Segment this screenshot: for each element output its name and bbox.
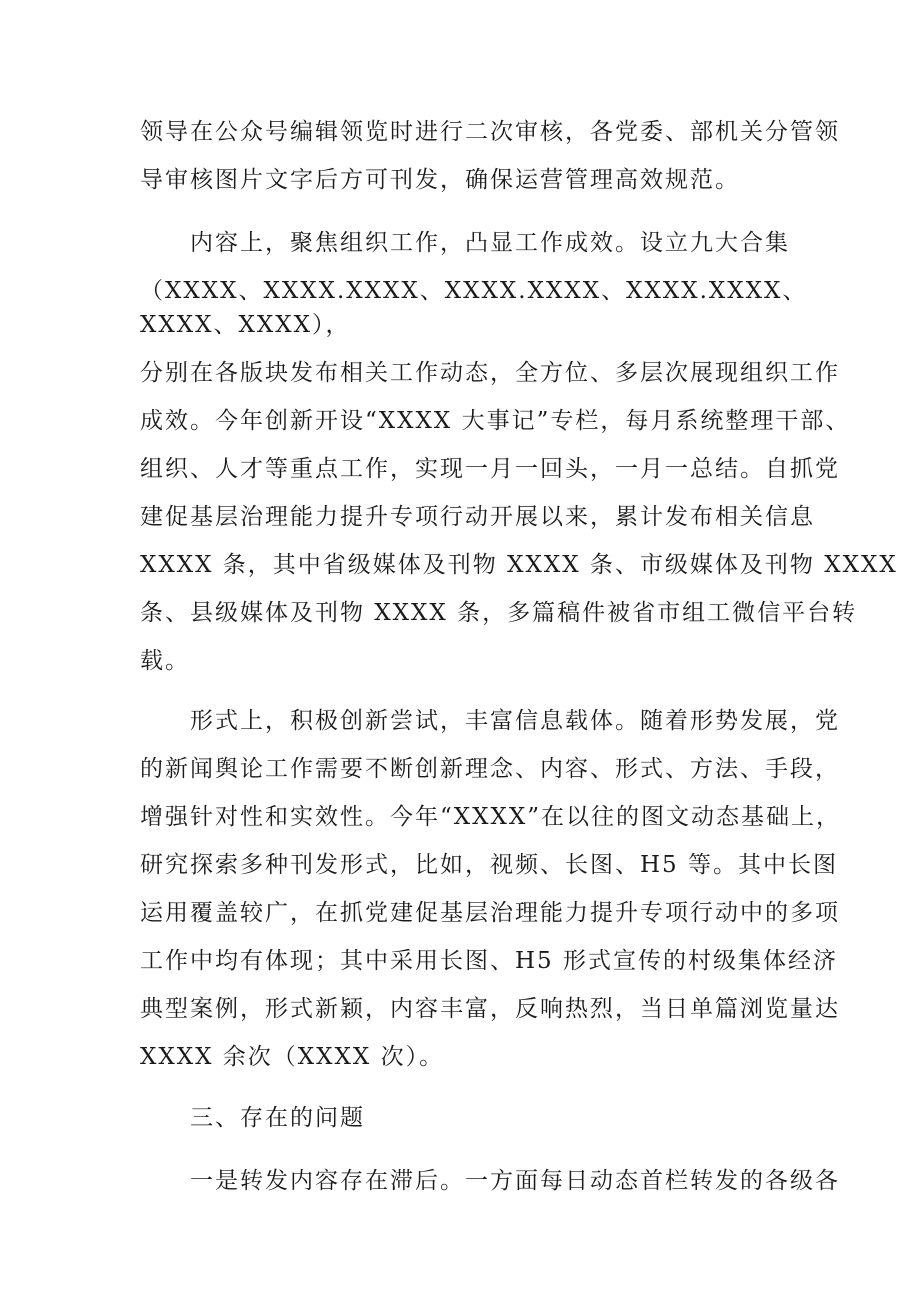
text-line: 形式上，积极创新尝试，丰富信息载体。随着形势发展，党 (190, 708, 840, 734)
text-line: 成效。今年创新开设“XXXX 大事记”专栏，每月系统整理干部、 (140, 408, 851, 434)
text-line: 内容上，聚焦组织工作，凸显工作成效。设立九大合集 (190, 230, 790, 256)
section-heading: 三、存在的问题 (190, 1105, 365, 1131)
text-line: 研究探索多种刊发形式，比如，视频、长图、H5 等。其中长图 (140, 852, 839, 878)
text-line: 领导在公众号编辑领览时进行二次审核，各党委、部机关分管领 (140, 119, 840, 145)
text-line: XXXX、XXXX）， (140, 312, 351, 338)
text-line: 增强针对性和实效性。今年“XXXX”在以往的图文动态基础上， (140, 804, 842, 830)
text-line: 条、县级媒体及刊物 XXXX 条，多篇稿件被省市组工微信平台转 (140, 600, 858, 626)
text-line: 工作中均有体现；其中采用长图、H5 形式宣传的村级集体经济 (140, 948, 839, 974)
text-line: 的新闻舆论工作需要不断创新理念、内容、形式、方法、手段， (140, 756, 840, 782)
text-line: 分别在各版块发布相关工作动态，全方位、多层次展现组织工作 (140, 360, 840, 386)
text-line: 组织、人才等重点工作，实现一月一回头，一月一总结。自抓党 (140, 456, 840, 482)
text-line: 载。 (140, 648, 190, 674)
text-line: 一是转发内容存在滞后。一方面每日动态首栏转发的各级各 (190, 1168, 840, 1194)
text-line: XXXX 条，其中省级媒体及刊物 XXXX 条、市级媒体及刊物 XXXX (140, 552, 898, 578)
text-line: 典型案例，形式新颖，内容丰富，反响热烈，当日单篇浏览量达 (140, 996, 840, 1022)
text-line: 导审核图片文字后方可刊发，确保运营管理高效规范。 (140, 167, 740, 193)
text-line: XXXX 余次（XXXX 次）。 (140, 1044, 445, 1070)
text-line: （XXXX、XXXX.XXXX、XXXX.XXXX、XXXX.XXXX、 (140, 278, 808, 304)
text-line: 建促基层治理能力提升专项行动开展以来，累计发布相关信息 (140, 504, 815, 530)
text-line: 运用覆盖较广，在抓党建促基层治理能力提升专项行动中的多项 (140, 900, 840, 926)
